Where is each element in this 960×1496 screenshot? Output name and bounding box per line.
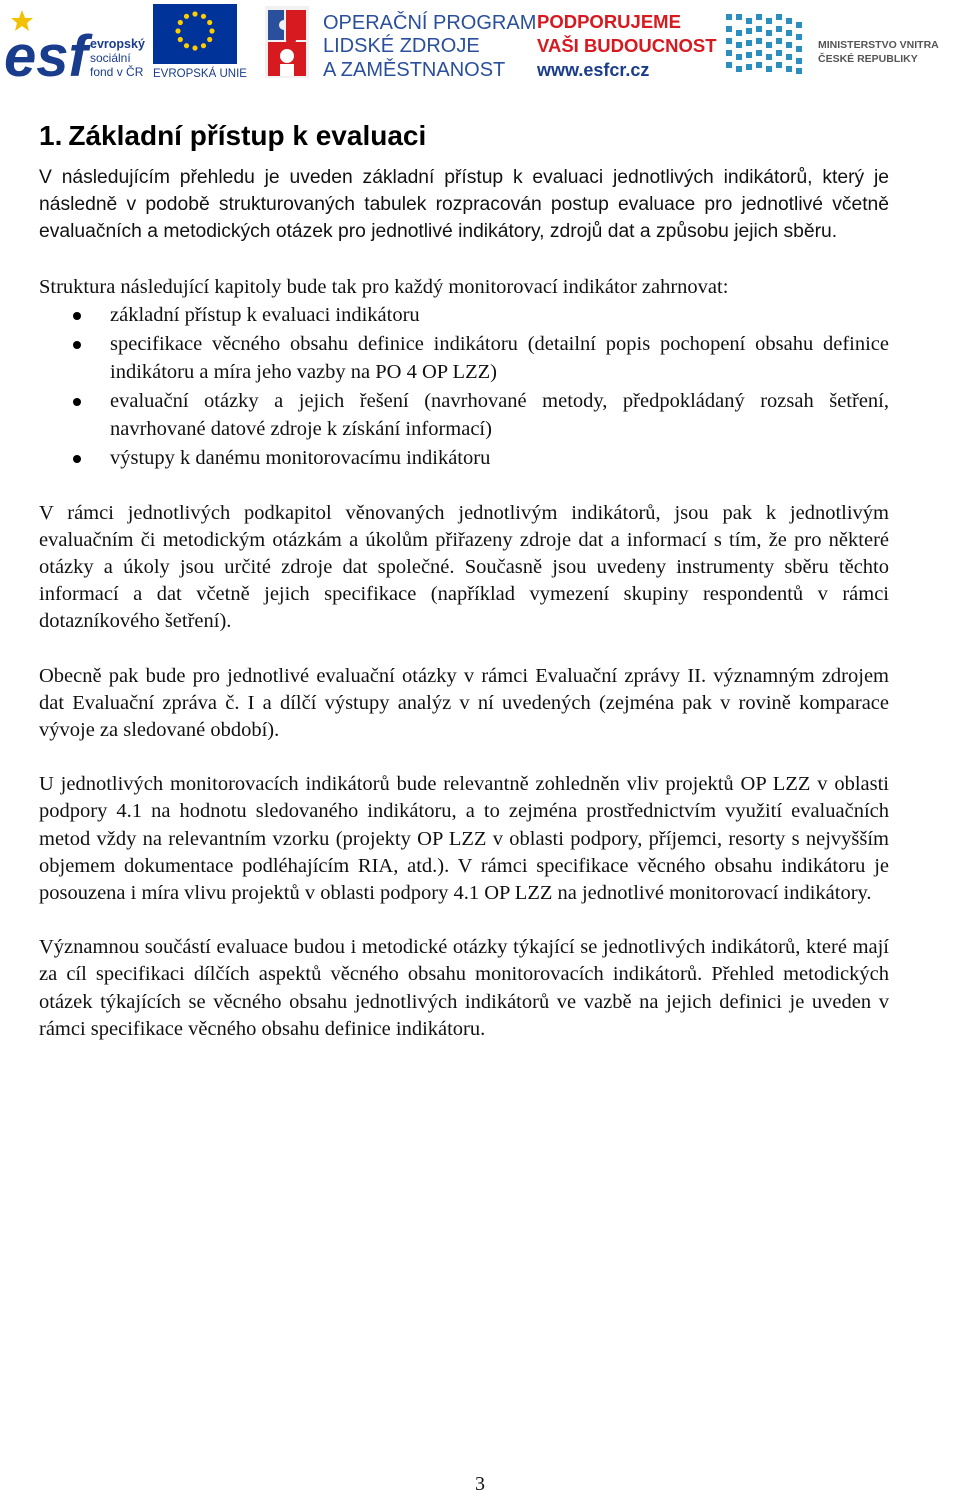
list-item [39, 445, 889, 473]
op-line2: LIDSKÉ ZDROJE [323, 35, 480, 57]
list-item [39, 302, 889, 330]
bullet-icon [73, 455, 81, 463]
section-heading [39, 118, 889, 154]
esf-line1: evropský [90, 37, 145, 51]
paragraph-general: Obecně pak bude pro jednotlivé evaluační otázky v rámci Evaluační zprávy II. významným zdrojem dat Evaluační zpráva č. I a dílčí výstupy analýz v ní uvedených (zejména pak v rovině komparace vývoje za sledované období). [39, 664, 889, 742]
header-logo-bar [0, 0, 960, 84]
bullet-icon [73, 341, 81, 349]
bullet-icon [73, 398, 81, 406]
document-body [39, 118, 889, 1070]
ministry-line2: ČESKÉ REPUBLIKY [818, 53, 918, 65]
ministry-dots-icon [726, 14, 802, 74]
slogan-url: www.esfcr.cz [537, 60, 650, 80]
structure-lead: Struktura následující kapitoly bude tak pro každý monitorovací indikátor zahrnovat: [39, 275, 729, 298]
slogan-block [536, 11, 717, 80]
list-item-text: evaluační otázky a jejich řešení (navrhované metody, předpokládaný rozsah šetření, navrhované datové zdroje k získání informací) [110, 390, 889, 440]
esf-line2: sociální [90, 51, 131, 65]
paragraph-methodical-questions: Významnou součástí evaluace budou i metodické otázky týkající se jednotlivých indikátorů, které mají za cíl specifikaci dílčích aspektů věcného obsahu monitorovacích indikátorů. Přehled metodických otázek týkajících se věcného obsahu jednotlivých indikátorů ve vazbě na jejich definici je uveden v rámci specifikace věcného obsahu definice indikátoru. [39, 936, 889, 1040]
slogan-line1: PODPORUJEME [537, 11, 681, 32]
list-item-text: výstupy k danému monitorovacímu indikátoru [110, 447, 491, 470]
op-line3: A ZAMĚSTNANOST [323, 59, 506, 81]
section-heading-number: 1. [39, 120, 63, 151]
list-item [39, 331, 889, 386]
ministry-line1: MINISTERSTVO VNITRA [818, 39, 939, 51]
esf-line3: fond v ČR [90, 65, 144, 79]
eu-caption: EVROPSKÁ UNIE [153, 68, 247, 80]
list-item-text: specifikace věcného obsahu definice indikátoru (detailní popis pochopení obsahu definice indikátoru a míra jeho vazby na PO 4 OP LZZ) [110, 333, 889, 383]
ministry-logo [726, 14, 939, 74]
puzzle-person-icon [265, 6, 309, 78]
page-number: 3 [475, 1473, 485, 1495]
esf-mark: esf [4, 24, 88, 84]
section-heading-text: Základní přístup k evaluaci [68, 120, 427, 151]
paragraph-subchapters: V rámci jednotlivých podkapitol věnovaných jednotlivým indikátorů, jsou pak k jednotlivým evaluačním či metodickým otázkám a úkolům přiřazeny zdroje dat a informací s tím, že pro některé otázky a úkoly jsou určité zdroje dat společné. Současně jsou uvedeny instrumenty sběru těchto informací a dat včetně jejich specifikace (například vymezení skupiny respondentů v rámci dotazníkového šetření). [39, 501, 889, 633]
list-item [39, 388, 889, 443]
op-lzz-logo [265, 6, 536, 81]
op-line1: OPERAČNÍ PROGRAM [323, 12, 537, 34]
paragraph-projects-influence: U jednotlivých monitorovacích indikátorů bude relevantně zohledněn vliv projektů OP LZZ v oblasti podpory 4.1 na hodnotu sledovaného indikátoru, a to zejména prostřednictvím využití evaluačních metod vždy na relevantním vzorku (projekty OP LZZ v oblasti podpory, příjemci, resorty s nejvyšším objemem dokumentace podléhajícím RIA, atd.). V rámci specifikace věcného obsahu indikátoru je posouzena i míra vlivu projektů v oblasti podpory 4.1 OP LZZ na jednotlivé monitorovací indikátory. [39, 773, 889, 905]
bullet-icon [73, 312, 81, 320]
eu-logo [153, 4, 247, 80]
list-item-text: základní přístup k evaluaci indikátoru [110, 303, 420, 326]
intro-paragraph: V následujícím přehledu je uveden základní přístup k evaluaci jednotlivých indikátorů, který je následně v podobě strukturovaných tabulek rozpracován postup evaluace pro jednotlivé včetně evaluačních a metodických otázek pro jednotlivé indikátory, zdrojů dat a způsobu jejich sběru. [39, 167, 889, 243]
esf-logo [2, 4, 146, 84]
structure-list [39, 302, 889, 473]
slogan-line2: VAŠI BUDOUCNOST [537, 35, 717, 56]
